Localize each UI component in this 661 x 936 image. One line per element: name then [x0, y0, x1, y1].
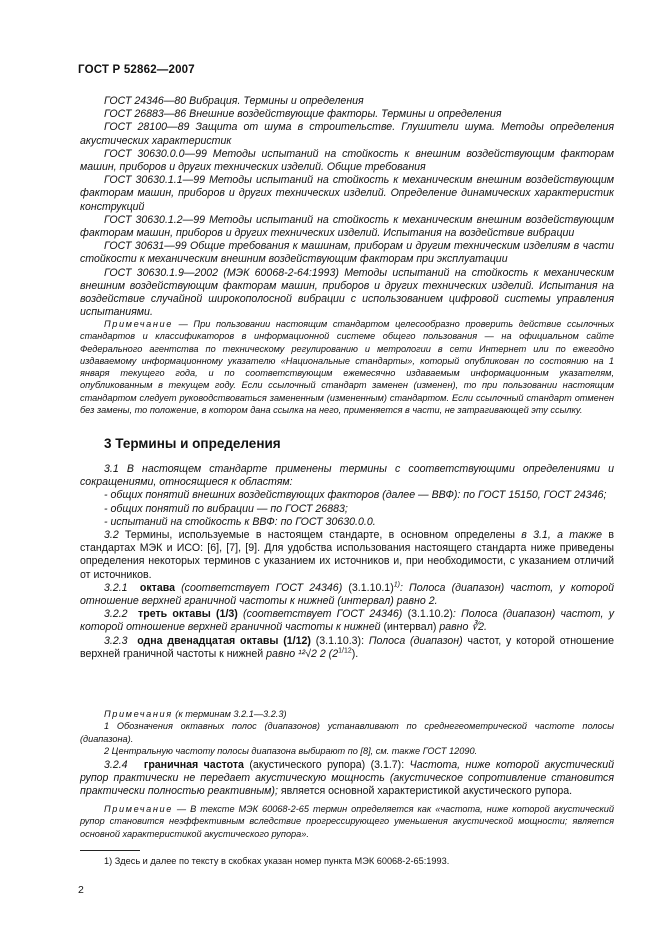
reference-item: ГОСТ 30631—99 Общие требования к машинам, приборам и другим техническим изделиям в части стойкости к механическим внешним воздействующим факторам при эксплуатации — [80, 240, 614, 266]
notes-to-terms: Примечания (к терминам 3.2.1—3.2.3) 1 Обозначения октавных полос (диапазонов) устанавливают по среднегеометрической частоте полосы (диапазона). 2 Центральную частоту полосы диапазона выбирают по [8], см. также ГОСТ 12090. — [80, 709, 614, 756]
paragraph-3-1: 3.1 В настоящем стандарте применены термины с соответствующими определениями и сокращениями, относящиеся к областям: — [80, 463, 614, 489]
document-header: ГОСТ Р 52862—2007 — [78, 64, 195, 76]
footnote-ref: 1) — [393, 581, 400, 589]
term-name: октава — [139, 581, 175, 594]
term-name: граничная частота — [143, 759, 244, 771]
note-item: 1 Обозначения октавных полос (диапазонов) устанавливают по среднегеометрической частоте полосы (диапазона). — [80, 721, 614, 744]
term-name: треть октавы (1/3) — [138, 608, 238, 621]
note-label: Примечание — [104, 804, 173, 814]
section-3-body — [80, 463, 614, 661]
reference-item: ГОСТ 30630.0.0—99 Методы испытаний на стойкость к внешним воздействующим факторам машин, приборов и других технических изделий. Общие требования — [80, 147, 614, 174]
reference-item: ГОСТ 30630.1.1—99 Методы испытаний на стойкость к механическим внешним воздействующим факторам машин, приборов и других технических изделий. Определение динамических характеристик конструкций — [80, 174, 614, 213]
list-item: - общих понятий внешних воздействующих факторов (далее — ВВФ): по ГОСТ 15150, ГОСТ 24346; — [104, 489, 607, 502]
normative-references — [80, 95, 614, 319]
reference-item: ГОСТ 24346—80 Вибрация. Термины и определения — [104, 95, 364, 107]
reference-item: ГОСТ 30630.1.9—2002 (МЭК 60068-2-64:1993) Методы испытаний на стойкость к механическим внешним воздействующим факторам машин, приборов и других технических изделий. Испытания на воздействие случайной широкополосной вибрации с использованием цифровой системы управления испытаниями. — [80, 266, 614, 319]
reference-item: ГОСТ 26883—86 Внешние воздействующие факторы. Термины и определения — [104, 108, 502, 121]
footnote: 1) Здесь и далее по тексту в скобках указан номер пункта МЭК 60068-2-65:1993. — [104, 856, 450, 866]
term-3-2-3: 3.2.3 одна двенадцатая октавы (1/12) (3.1.10.3): Полоса (диапазон) частот, у которой отношение верхней граничной частоты к нижней равно ¹²√2 2 $(2^{1/12})$. — [80, 634, 614, 660]
list-item: - общих понятий по вибрации — по ГОСТ 26883; — [104, 502, 348, 515]
reference-item: ГОСТ 28100—89 Защита от шума в строительстве. Глушители шума. Методы определения акустических характеристик — [80, 121, 614, 147]
note-text: — При пользовании настоящим стандартом целесообразно проверить действие ссылочных стандартов и классификаторов в информационной системе общего пользования — на официальном сайте Федерального агентства по техническому регулированию и метрологии в сети Интернет или по ежегодно издаваемому информационному указателю «Национальные стандарты», который опубликован по состоянию на 1 января текущего года, и по соответствующим ежемесячно издаваемым информационным указателям, опубликованным в текущем году. Если ссылочный стандарт заменен (изменен), то при пользовании настоящим стандартом следует руководствоваться замененным (измененным) стандартом. Если ссылочный стандарт отменен без замены, то положение, в котором дана ссылка на него, применяется в части, не затрагивающей эту ссылку. — [80, 319, 614, 416]
reference-item: ГОСТ 30630.1.2—99 Методы испытаний на стойкость к механическим внешним воздействующим факторам машин, приборов и других технических изделий. Испытания на воздействие вибрации — [80, 213, 614, 240]
note-horn: Примечание — В тексте МЭК 60068-2-65 термин определяется как «частота, ниже которой акустический рупор становится неэффективным вследствие прогрессирующего уменьшения акустической мощности; является основной характеристикой акустического рупора». — [80, 804, 614, 839]
term-3-2-4-block — [80, 759, 614, 799]
note-references — [80, 318, 614, 416]
footnote-divider — [80, 850, 140, 851]
list-item: - испытаний на стойкость к ВВФ: по ГОСТ 30630.0.0. — [104, 515, 376, 528]
note-item: 2 Центральную частоту полосы диапазона выбирают по [8], см. также ГОСТ 12090. — [104, 745, 478, 756]
page-number: 2 — [78, 884, 84, 896]
term-name: одна двенадцатая октавы (1/12) — [137, 634, 311, 647]
paragraph-3-2: 3.2 Термины, используемые в настоящем стандарте, в основном определены в 3.1, а также в стандартах МЭК и ИСО: [6], [7], [9]. Для удобства использования настоящего стандарта ниже приведены определения некоторых терминов с указанием их источников и, при необходимости, с указанием отличий от источников. — [80, 529, 615, 581]
term-3-2-2: 3.2.2 треть октавы (1/3) (соответствует ГОСТ 24346) (3.1.10.2): Полоса (диапазон) частот, у которой отношение верхней граничной частоты к нижней (интервал) равно ∛2. — [80, 608, 614, 634]
term-3-2-4: 3.2.4 граничная частота (акустического рупора) (3.1.7): Частота, ниже которой акустический рупор практически не передает акустическую мощность (акустическое сопротивление становится практически полностью реактивным); является основной характеристикой акустического рупора. — [80, 759, 614, 798]
section-heading: 3 Термины и определения — [104, 436, 281, 451]
notes-label: Примечания — [104, 709, 173, 719]
term-3-2-1: 3.2.1 октава (соответствует ГОСТ 24346) $(3.1.10.1)^{1)}$: Полоса (диапазон) частот, у которой отношение верхней граничной частоты к нижней (интервал) равно 2. — [80, 581, 614, 608]
note-label: Примечание — [104, 319, 173, 329]
